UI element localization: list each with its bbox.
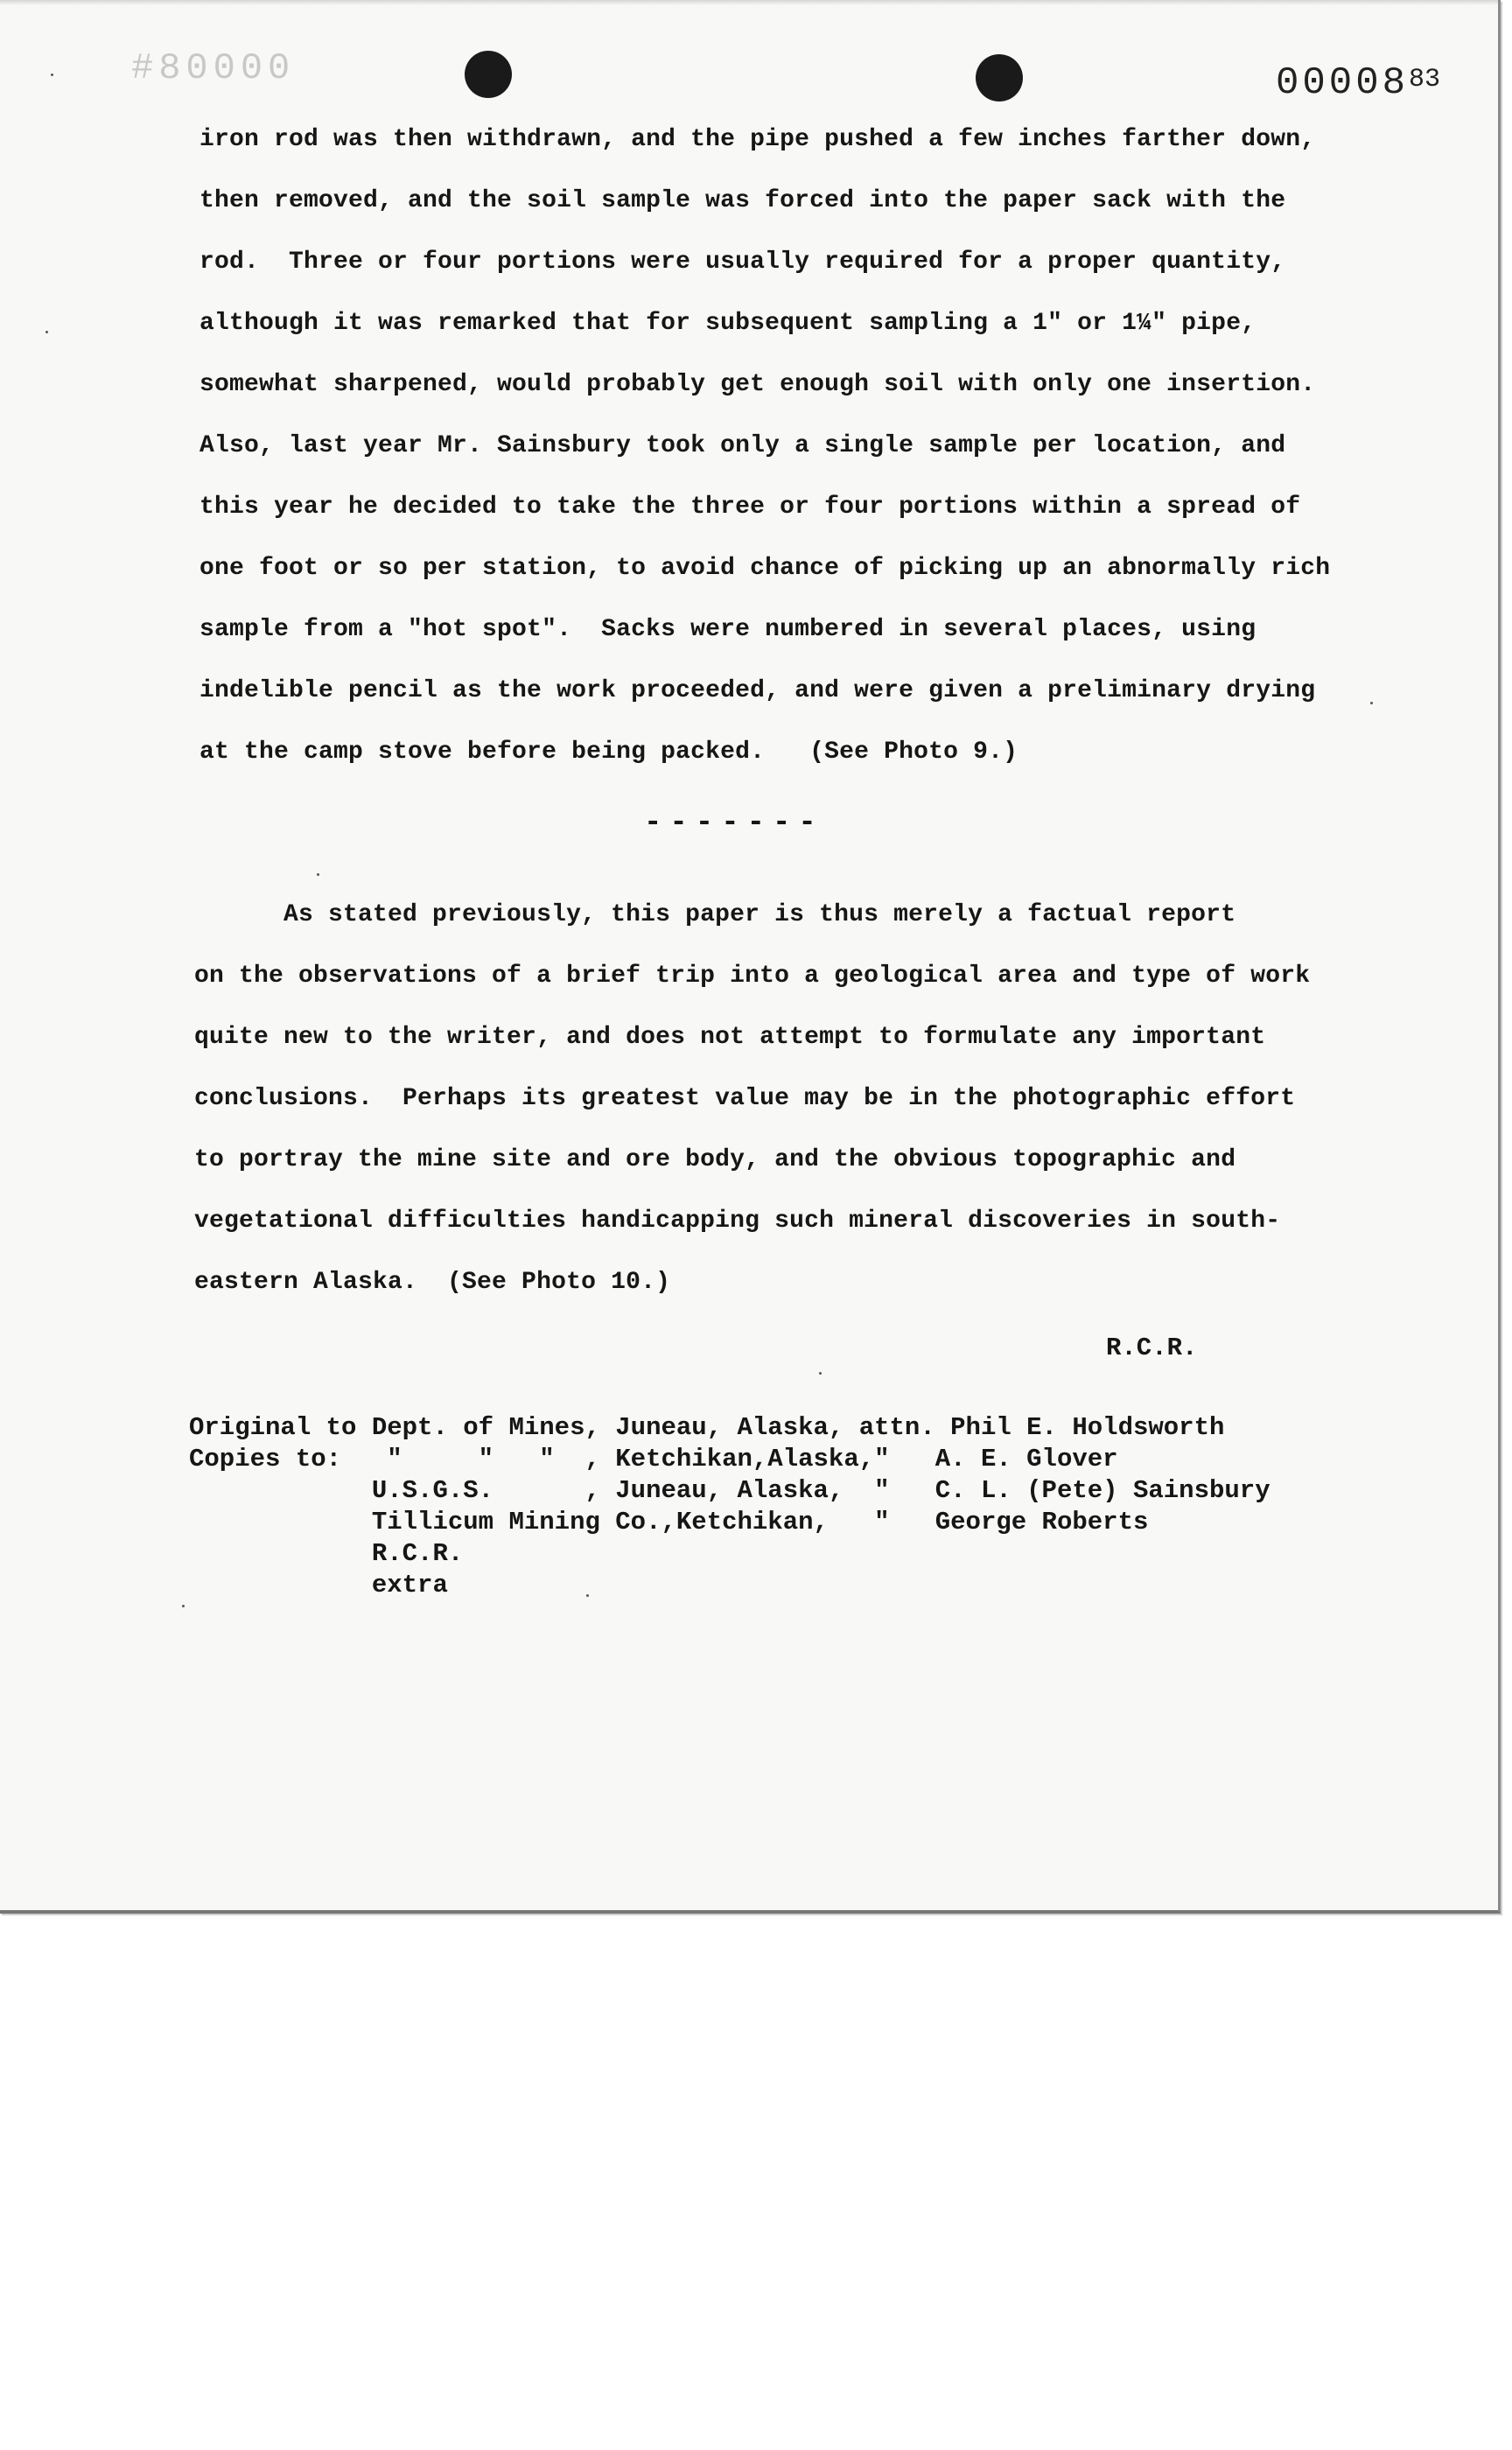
scan-speck	[46, 331, 48, 333]
paragraph1-line: Also, last year Mr. Sainsbury took only a single sample per location, and	[200, 432, 1286, 459]
distribution-line: Original to Dept. of Mines, Juneau, Alaska, attn. Phil E. Holdsworth	[189, 1413, 1225, 1442]
paragraph1-line: this year he decided to take the three or four portions within a spread of	[200, 494, 1301, 521]
faint-stamp-number: #80000	[131, 47, 296, 89]
page-top-edge	[0, 0, 1498, 5]
paragraph2-line: quite new to the writer, and does not attempt to formulate any important	[194, 1024, 1266, 1051]
paragraph2-line: As stated previously, this paper is thus merely a factual report	[194, 901, 1236, 928]
section-separator: -------	[644, 807, 824, 840]
distribution-line: Copies to: " " " , Ketchikan,Alaska," A. E. Glover	[189, 1445, 1118, 1474]
paragraph1-line: at the camp stove before being packed. (See Photo 9.)	[200, 738, 1018, 766]
paragraph2-line: to portray the mine site and ore body, and the obvious topographic and	[194, 1146, 1236, 1173]
distribution-line: R.C.R.	[189, 1539, 464, 1568]
scan-speck	[317, 873, 319, 876]
scan-speck	[182, 1605, 185, 1607]
punch-hole-left	[465, 51, 512, 98]
distribution-line: U.S.G.S. , Juneau, Alaska, " C. L. (Pete) Sainsbury	[189, 1476, 1270, 1505]
paragraph1-line: iron rod was then withdrawn, and the pipe pushed a few inches farther down,	[200, 126, 1316, 153]
scan-speck	[51, 74, 53, 76]
paragraph1-line: although it was remarked that for subsequent sampling a 1" or 1¼" pipe,	[200, 310, 1256, 337]
scan-speck	[586, 1594, 589, 1597]
paragraph1-line: indelible pencil as the work proceeded, and were given a preliminary drying	[200, 677, 1316, 704]
distribution-line: Tillicum Mining Co.,Ketchikan, " George Roberts	[189, 1508, 1149, 1536]
distribution-line: extra	[189, 1571, 448, 1600]
paragraph1-line: rod. Three or four portions were usually required for a proper quantity,	[200, 248, 1286, 276]
author-initials: R.C.R.	[1106, 1334, 1198, 1362]
paragraph1-line: then removed, and the soil sample was forced into the paper sack with the	[200, 187, 1286, 214]
paragraph1-line: somewhat sharpened, would probably get enough soil with only one insertion.	[200, 371, 1316, 398]
scan-speck	[819, 1372, 822, 1375]
punch-hole-right	[976, 54, 1023, 102]
page-number-sup: 83	[1409, 65, 1441, 94]
scan-speck	[1370, 702, 1373, 704]
paragraph2-line: vegetational difficulties handicapping such mineral discoveries in south-	[194, 1208, 1281, 1235]
paragraph1-line: one foot or so per station, to avoid chance of picking up an abnormally rich	[200, 555, 1331, 582]
paragraph2-line: conclusions. Perhaps its greatest value may be in the photographic effort	[194, 1085, 1296, 1112]
page-number	[1276, 61, 1440, 105]
paragraph2-line: on the observations of a brief trip into a geological area and type of work	[194, 962, 1311, 990]
paragraph2-line: eastern Alaska. (See Photo 10.)	[194, 1269, 671, 1296]
paragraph1-line: sample from a "hot spot". Sacks were numbered in several places, using	[200, 616, 1256, 643]
page-number-main: 00008	[1276, 61, 1410, 105]
